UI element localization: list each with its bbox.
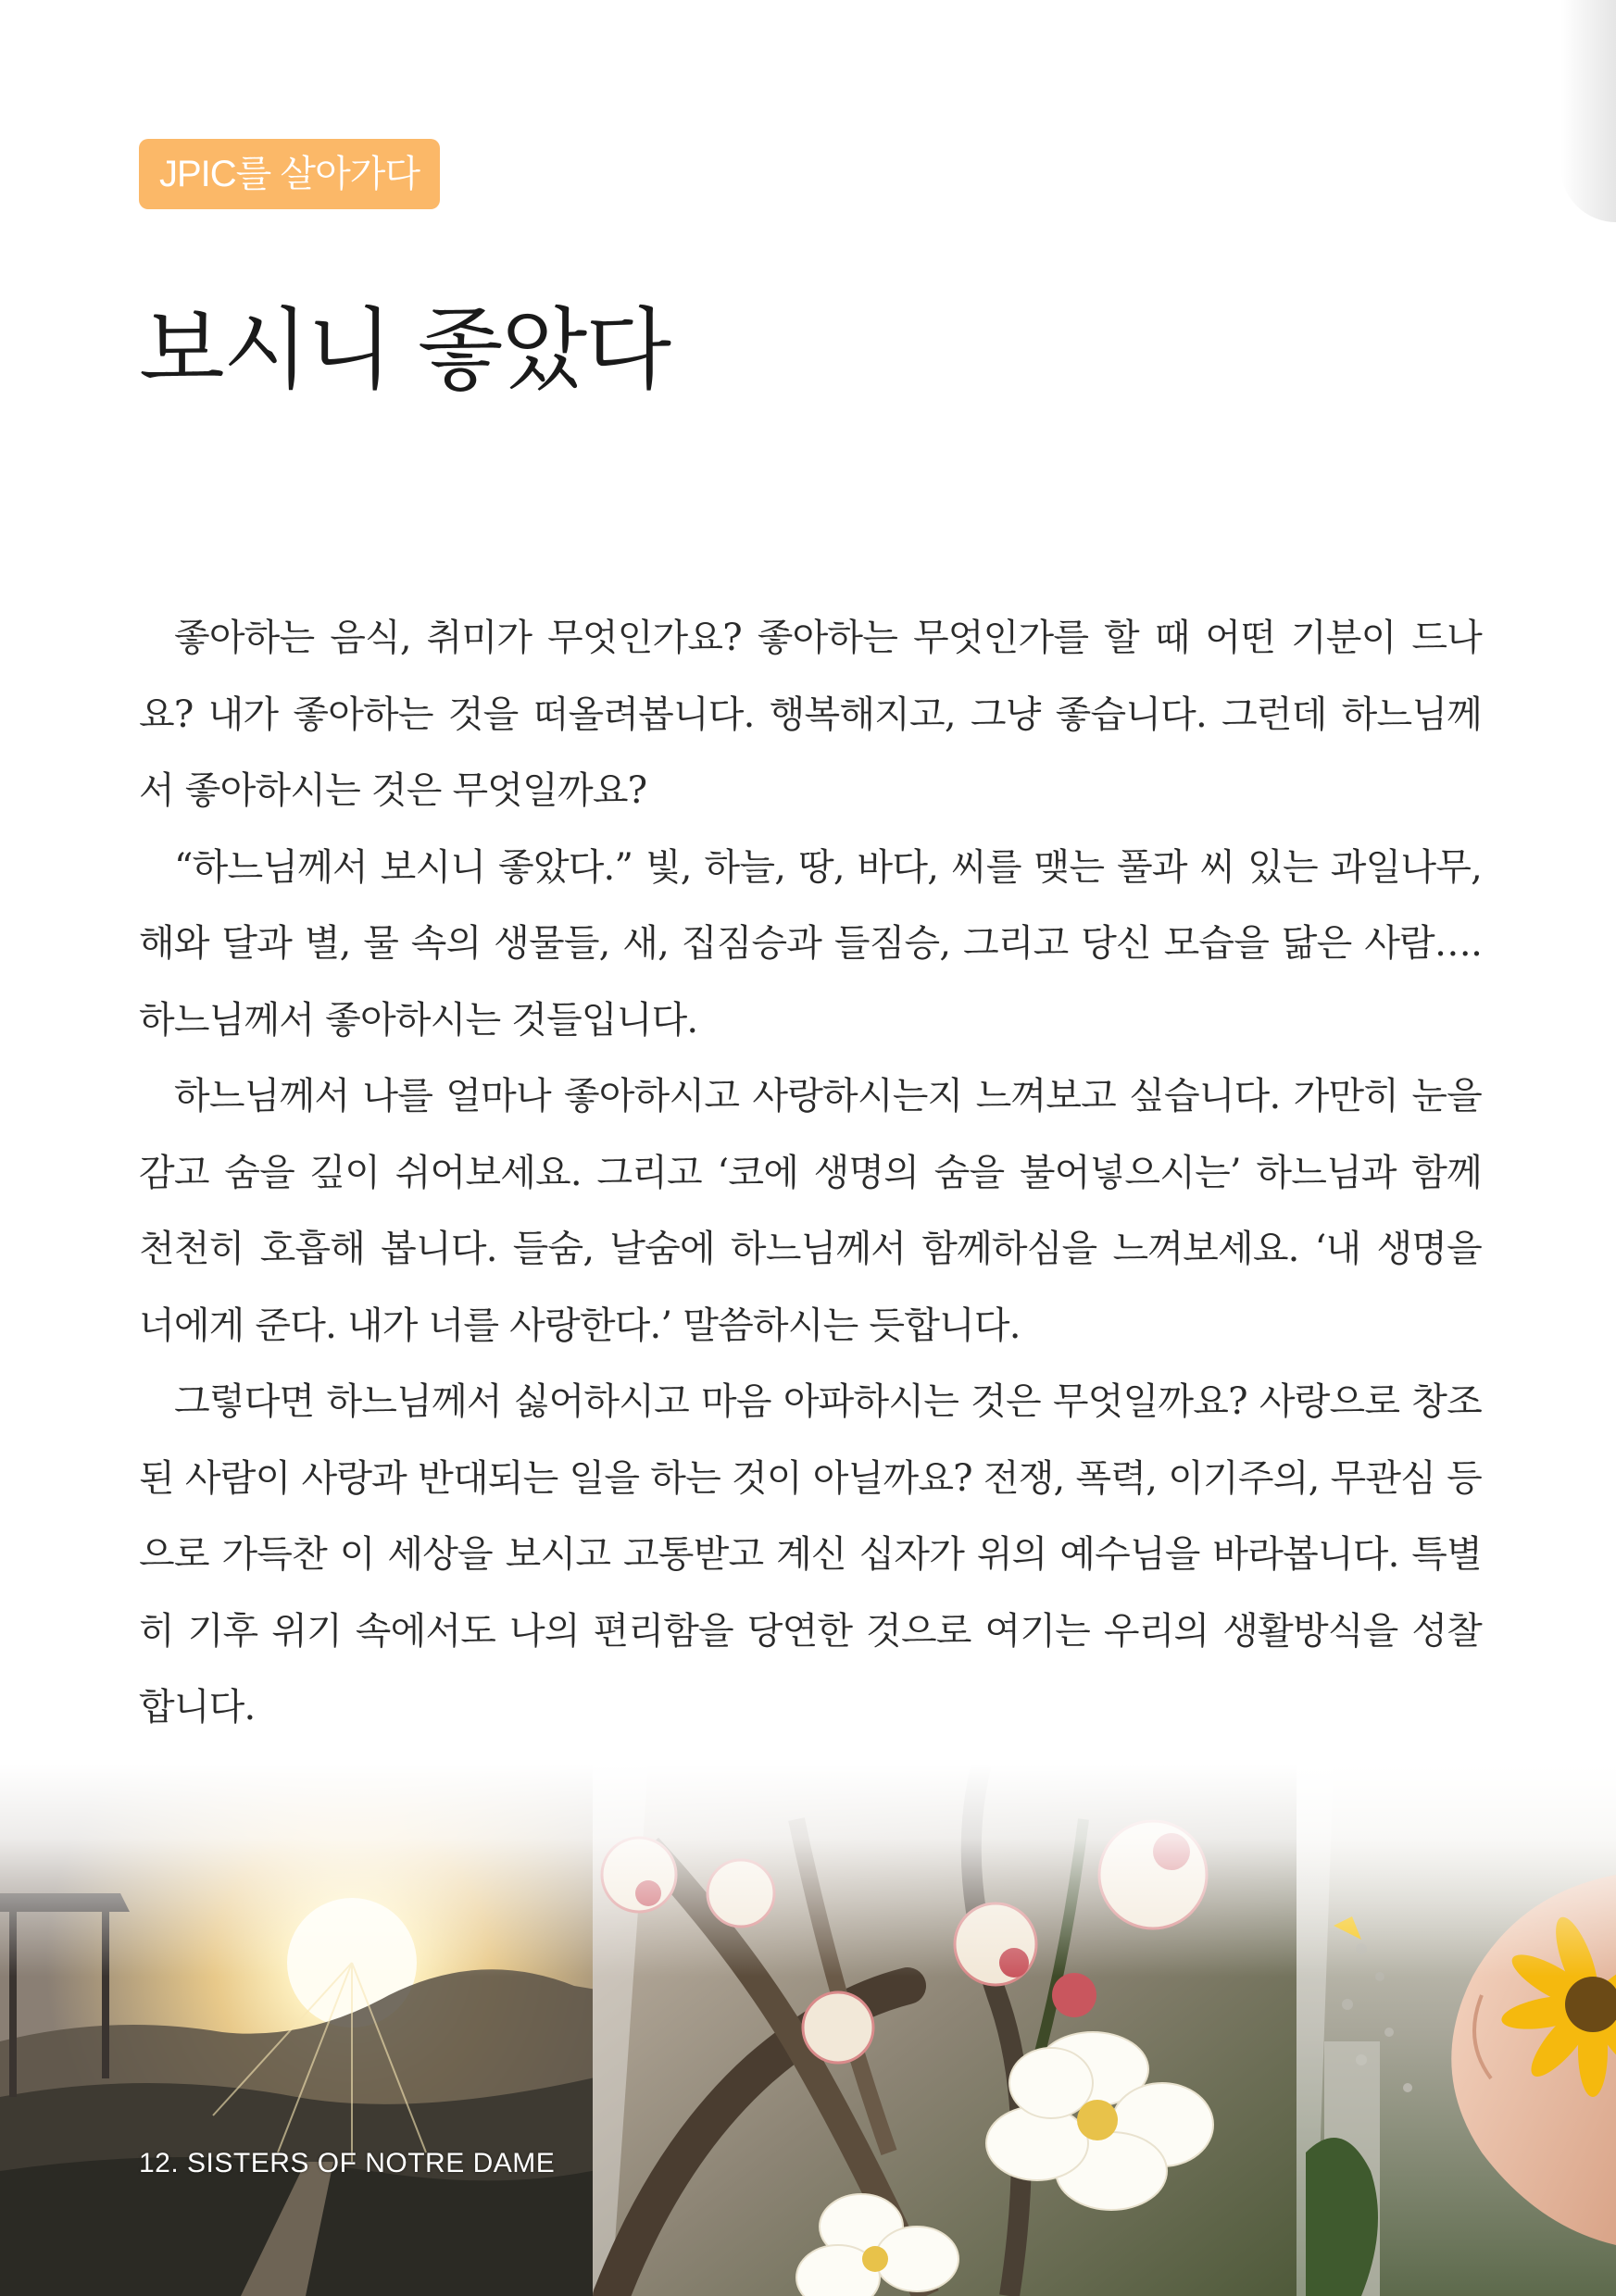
page-title: 보시니 좋았다 <box>139 298 670 402</box>
page-folio: 12. SISTERS OF NOTRE DAME <box>139 2148 556 2178</box>
paragraph: 하느님께서 나를 얼마나 좋아하시고 사랑하시는지 느껴보고 싶습니다. 가만히 눈을 감고 숨을 깊이 쉬어보세요. 그리고 ‘코에 생명의 숨을 불어넣으시는’ 하느님과 함께 천천히 호흡해 봅니다. 들숨, 날숨에 하느님께서 함께하심을 느껴보세요. ‘내 생명을 너에게 준다. 내가 너를 사랑한다.’ 말씀하시는 듯합니다. <box>139 1075 1482 1347</box>
paragraph: 좋아하는 음식, 취미가 무엇인가요? 좋아하는 무엇인가를 할 때 어떤 기분이 드나요? 내가 좋아하는 것을 떠올려봅니다. 행복해지고, 그냥 좋습니다. 그런데 하느님께서 좋아하시는 것은 무엇일까요? <box>139 617 1482 812</box>
paragraph: “하느님께서 보시니 좋았다.” 빛, 하늘, 땅, 바다, 씨를 맺는 풀과 씨 있는 과일나무, 해와 달과 별, 물 속의 생물들, 새, 집짐승과 들짐승, 그리고 당신 모습을 닮은 사람…. 하느님께서 좋아하시는 것들입니다. <box>139 845 1482 1042</box>
section-tag: JPIC를 살아가다 <box>139 139 440 209</box>
photo-top-fade <box>0 1764 1616 1977</box>
paragraph: 그렇다면 하느님께서 싫어하시고 마음 아파하시는 것은 무엇일까요? 사랑으로 창조된 사람이 사랑과 반대되는 일을 하는 것이 아닐까요? 전쟁, 폭력, 이기주의, 무관심 등으로 가득찬 이 세상을 보시고 고통받고 계신 십자가 위의 예수님을 바라봅니다. 특별히 기후 위기 속에서도 나의 편리함을 당연한 것으로 여기는 우리의 생활방식을 성찰합니다. <box>139 1380 1482 1728</box>
article-body <box>139 600 1482 1746</box>
page-curl-shadow <box>1560 0 1616 222</box>
photo-collage <box>0 1764 1616 2296</box>
